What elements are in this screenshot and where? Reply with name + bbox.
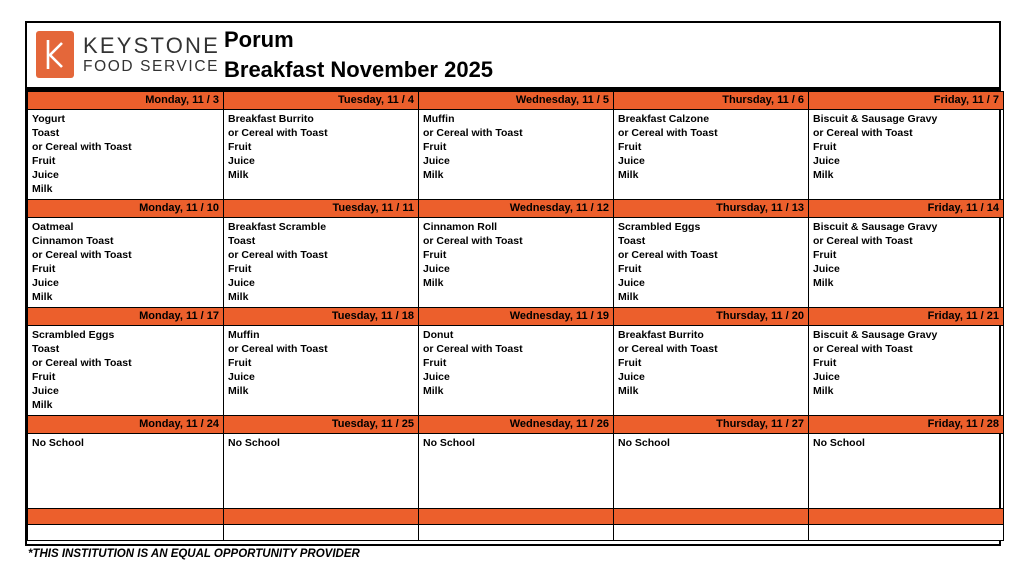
menu-item: Cinnamon Roll xyxy=(423,221,498,233)
menu-item: Juice xyxy=(813,371,840,383)
menu-item: Milk xyxy=(813,385,834,397)
menu-item: Fruit xyxy=(618,263,642,275)
menu-item: No School xyxy=(813,437,865,449)
blank-cell xyxy=(224,509,419,525)
week-header-row xyxy=(28,200,1004,218)
week-menu-row xyxy=(28,110,1004,200)
menu-item: No School xyxy=(618,437,670,449)
day-menu-cell xyxy=(224,218,419,308)
menu-item: Juice xyxy=(32,385,59,397)
menu-item: or Cereal with Toast xyxy=(423,127,523,139)
menu-item: Juice xyxy=(618,155,645,167)
menu-item: No School xyxy=(228,437,280,449)
day-menu-cell xyxy=(614,326,809,416)
menu-item: or Cereal with Toast xyxy=(32,141,132,153)
menu-item: Fruit xyxy=(228,263,252,275)
menu-item: Toast xyxy=(618,235,646,247)
day-header: Tuesday, 11 / 11 xyxy=(224,200,419,218)
menu-item: Milk xyxy=(618,169,639,181)
menu-item: Biscuit & Sausage Gravy xyxy=(813,113,938,125)
brand-subtitle: FOOD SERVICE xyxy=(83,58,220,75)
menu-item: or Cereal with Toast xyxy=(813,343,913,355)
menu-item: Milk xyxy=(32,183,53,195)
day-menu-cell xyxy=(809,326,1004,416)
blank-cell xyxy=(28,509,224,525)
blank-cell xyxy=(224,525,419,541)
menu-item: No School xyxy=(32,437,84,449)
calendar-table xyxy=(27,91,1004,541)
day-menu-cell xyxy=(809,218,1004,308)
blank-cell xyxy=(419,509,614,525)
day-header: Thursday, 11 / 6 xyxy=(614,92,809,110)
day-menu-cell xyxy=(419,434,614,509)
menu-item: Breakfast Scramble xyxy=(228,221,327,233)
keystone-logo-icon xyxy=(36,31,74,78)
menu-item: Juice xyxy=(423,263,450,275)
menu-item: or Cereal with Toast xyxy=(813,235,913,247)
menu-item: Milk xyxy=(32,399,53,411)
menu-item: Milk xyxy=(618,291,639,303)
menu-item: Milk xyxy=(813,169,834,181)
week-header-row xyxy=(28,92,1004,110)
menu-item: Milk xyxy=(228,291,249,303)
menu-item: or Cereal with Toast xyxy=(813,127,913,139)
day-header: Monday, 11 / 10 xyxy=(28,200,224,218)
day-menu-cell xyxy=(224,434,419,509)
blank-cell xyxy=(809,525,1004,541)
week-menu-row xyxy=(28,434,1004,509)
menu-item: Toast xyxy=(228,235,256,247)
day-menu-cell xyxy=(224,326,419,416)
day-menu-cell xyxy=(614,434,809,509)
menu-item: Juice xyxy=(423,371,450,383)
menu-item: Juice xyxy=(813,263,840,275)
menu-item: Milk xyxy=(228,385,249,397)
day-menu-cell xyxy=(809,434,1004,509)
menu-item: or Cereal with Toast xyxy=(618,249,718,261)
day-header: Friday, 11 / 28 xyxy=(809,416,1004,434)
menu-item: Milk xyxy=(423,277,444,289)
menu-item: Fruit xyxy=(32,371,56,383)
day-menu-cell xyxy=(28,326,224,416)
menu-item: Oatmeal xyxy=(32,221,74,233)
menu-item: or Cereal with Toast xyxy=(618,127,718,139)
menu-header xyxy=(27,23,999,91)
day-menu-cell xyxy=(419,110,614,200)
menu-item: Juice xyxy=(813,155,840,167)
day-header: Thursday, 11 / 27 xyxy=(614,416,809,434)
menu-item: Breakfast Calzone xyxy=(618,113,710,125)
equal-opportunity-notice: *THIS INSTITUTION IS AN EQUAL OPPORTUNITY PROVIDER xyxy=(28,548,360,560)
menu-item: Fruit xyxy=(228,141,252,153)
menu-item: Toast xyxy=(32,343,60,355)
menu-item: Fruit xyxy=(618,357,642,369)
calendar-grid xyxy=(27,91,999,541)
menu-item: Juice xyxy=(423,155,450,167)
day-menu-cell xyxy=(224,110,419,200)
day-header: Wednesday, 11 / 26 xyxy=(419,416,614,434)
menu-sheet xyxy=(25,21,1001,546)
menu-item: or Cereal with Toast xyxy=(32,357,132,369)
blank-row xyxy=(28,525,1004,541)
day-header: Monday, 11 / 24 xyxy=(28,416,224,434)
menu-item: Milk xyxy=(813,277,834,289)
week-menu-row xyxy=(28,218,1004,308)
day-menu-cell xyxy=(419,326,614,416)
menu-item: Breakfast Burrito xyxy=(228,113,314,125)
day-header: Tuesday, 11 / 18 xyxy=(224,308,419,326)
menu-item: Fruit xyxy=(618,141,642,153)
menu-item: Fruit xyxy=(423,357,447,369)
menu-item: Breakfast Burrito xyxy=(618,329,704,341)
menu-item: or Cereal with Toast xyxy=(423,235,523,247)
blank-cell xyxy=(28,525,224,541)
blank-cell xyxy=(614,509,809,525)
menu-item: Juice xyxy=(228,155,255,167)
menu-item: Fruit xyxy=(32,263,56,275)
week-header-row xyxy=(28,308,1004,326)
menu-item: Juice xyxy=(32,277,59,289)
menu-item: or Cereal with Toast xyxy=(32,249,132,261)
day-menu-cell xyxy=(28,434,224,509)
menu-item: or Cereal with Toast xyxy=(618,343,718,355)
menu-item: Muffin xyxy=(228,329,260,341)
menu-item: Fruit xyxy=(423,141,447,153)
menu-item: Scrambled Eggs xyxy=(618,221,701,233)
menu-item: Juice xyxy=(32,169,59,181)
menu-item: or Cereal with Toast xyxy=(228,249,328,261)
menu-item: Fruit xyxy=(813,141,837,153)
menu-item: Toast xyxy=(32,127,60,139)
brand-name: KEYSTONE xyxy=(83,33,221,58)
menu-item: Donut xyxy=(423,329,454,341)
menu-item: or Cereal with Toast xyxy=(228,127,328,139)
menu-item: Cinnamon Toast xyxy=(32,235,114,247)
blank-header-row xyxy=(28,509,1004,525)
menu-item: Fruit xyxy=(228,357,252,369)
menu-item: Juice xyxy=(228,371,255,383)
day-header: Wednesday, 11 / 12 xyxy=(419,200,614,218)
day-header: Friday, 11 / 21 xyxy=(809,308,1004,326)
menu-title: Breakfast November 2025 xyxy=(224,57,494,82)
blank-cell xyxy=(809,509,1004,525)
day-menu-cell xyxy=(28,110,224,200)
day-menu-cell xyxy=(28,218,224,308)
day-header: Tuesday, 11 / 25 xyxy=(224,416,419,434)
menu-item: or Cereal with Toast xyxy=(228,343,328,355)
day-header: Friday, 11 / 7 xyxy=(809,92,1004,110)
day-header: Thursday, 11 / 20 xyxy=(614,308,809,326)
menu-item: Juice xyxy=(228,277,255,289)
blank-cell xyxy=(419,525,614,541)
school-name: Porum xyxy=(224,27,294,52)
menu-item: Biscuit & Sausage Gravy xyxy=(813,329,938,341)
day-header: Thursday, 11 / 13 xyxy=(614,200,809,218)
menu-item: Yogurt xyxy=(32,113,66,125)
menu-item: Biscuit & Sausage Gravy xyxy=(813,221,938,233)
menu-item: or Cereal with Toast xyxy=(423,343,523,355)
menu-item: Milk xyxy=(228,169,249,181)
week-header-row xyxy=(28,416,1004,434)
menu-item: Muffin xyxy=(423,113,455,125)
menu-item: Scrambled Eggs xyxy=(32,329,115,341)
menu-item: Juice xyxy=(618,371,645,383)
menu-item: Fruit xyxy=(813,249,837,261)
menu-item: Milk xyxy=(423,385,444,397)
day-menu-cell xyxy=(614,218,809,308)
menu-item: Fruit xyxy=(32,155,56,167)
day-menu-cell xyxy=(809,110,1004,200)
day-menu-cell xyxy=(419,218,614,308)
day-header: Wednesday, 11 / 19 xyxy=(419,308,614,326)
day-header: Monday, 11 / 17 xyxy=(28,308,224,326)
menu-item: Fruit xyxy=(423,249,447,261)
day-header: Wednesday, 11 / 5 xyxy=(419,92,614,110)
menu-item: No School xyxy=(423,437,475,449)
blank-cell xyxy=(614,525,809,541)
day-header: Tuesday, 11 / 4 xyxy=(224,92,419,110)
menu-item: Fruit xyxy=(813,357,837,369)
day-menu-cell xyxy=(614,110,809,200)
week-menu-row xyxy=(28,326,1004,416)
day-header: Monday, 11 / 3 xyxy=(28,92,224,110)
day-header: Friday, 11 / 14 xyxy=(809,200,1004,218)
menu-item: Juice xyxy=(618,277,645,289)
menu-item: Milk xyxy=(618,385,639,397)
menu-item: Milk xyxy=(423,169,444,181)
menu-item: Milk xyxy=(32,291,53,303)
